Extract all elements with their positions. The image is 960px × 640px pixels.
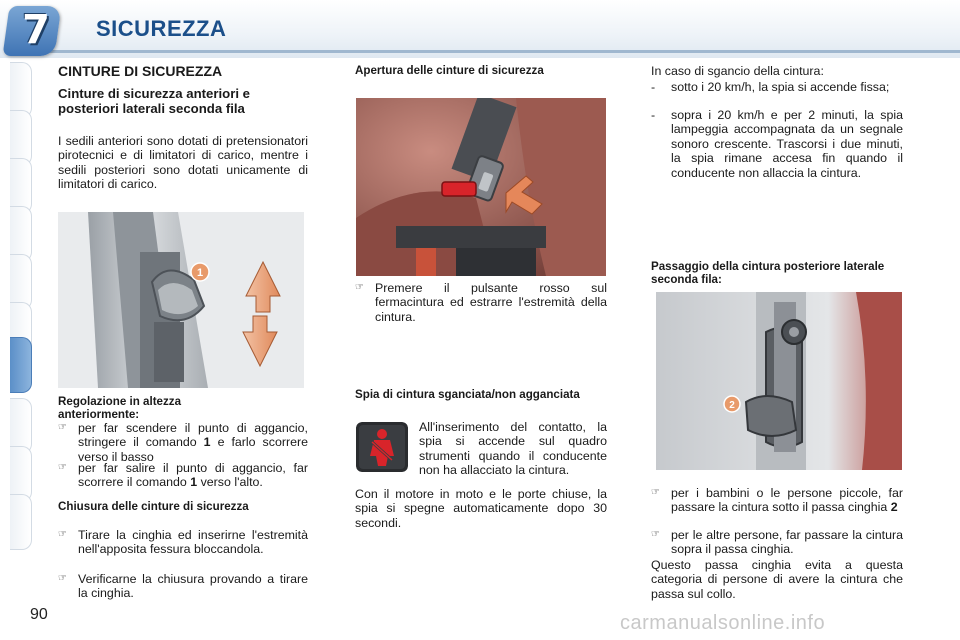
photo-callout-1: 1 <box>196 267 204 279</box>
side-tab-10[interactable] <box>10 494 32 550</box>
pointing-hand-icon: ☞ <box>355 282 364 293</box>
header-rule <box>46 50 960 53</box>
chapter-side-tabs <box>0 62 34 572</box>
list-item: ☞ per far scendere il punto di aggancio, stringere il comando 1 e farlo scorrere verso il basso <box>58 421 308 464</box>
list-item: - sotto i 20 km/h, la spia si accende fissa; <box>651 80 890 94</box>
pointing-hand-icon: ☞ <box>58 462 67 473</box>
page-title: SICUREZZA <box>96 16 227 41</box>
pointing-hand-icon: ☞ <box>58 422 67 433</box>
list-item: ☞ Tirare la cinghia ed inserirne l'estremità nell'apposita fessura bloccandola. <box>58 528 308 557</box>
pointing-hand-icon: ☞ <box>651 487 660 498</box>
side-tab-7-active[interactable] <box>10 337 32 393</box>
warning-text-2: Con il motore in moto e le porte chiuse, la spia si spegne automaticamente dopo 30 secondi. <box>355 487 607 530</box>
list-item: ☞ per i bambini o le persone piccole, far passare la cintura sotto il passa cinghia 2 <box>651 486 903 515</box>
list-item: ☞ Premere il pulsante rosso sul fermacintura ed estrarre l'estremità della cintura. <box>355 281 607 324</box>
height-adjust-photo <box>58 212 304 388</box>
belt-guide-photo <box>656 292 902 470</box>
height-adjust-heading: Regolazione in altezza anteriormente: <box>58 395 182 422</box>
list-item: - sopra i 20 km/h e per 2 minuti, la spia lampeggia accompagnata da un segnale sonoro crescente. Trascorsi i due minuti, la spia rimane accesa fin quando il conducente non allaccia la cintura. <box>651 108 903 180</box>
photo-callout-2: 2 <box>729 400 735 411</box>
seatbelt-warning-icon <box>356 422 408 472</box>
chapter-number: 7 <box>22 7 50 53</box>
page-number: 90 <box>30 606 48 623</box>
rear-guide-heading: Passaggio della cintura posteriore laterale seconda fila: <box>651 260 885 287</box>
warning-heading: Spia di cintura sganciata/non agganciata <box>355 388 580 401</box>
closing-paragraph: Questo passa cinghia evita a questa categoria di persone di avere la cintura che passa sul collo. <box>651 558 903 601</box>
pointing-hand-icon: ☞ <box>58 529 67 540</box>
list-item: ☞ per far salire il punto di aggancio, far scorrere il comando 1 verso l'alto. <box>58 461 308 490</box>
intro-paragraph: I sedili anteriori sono dotati di pretensionatori pirotecnici e di limitatori di carico, mentre i sedili posteriori sono dotati unicamente di limitatori di carico. <box>58 134 308 192</box>
section-heading: CINTURE DI SICUREZZA <box>58 63 223 79</box>
warning-text: All'inserimento del contatto, la spia si accende sul quadro strumenti quando il conducente non ha allacciato la cintura. <box>419 420 607 478</box>
release-heading: Apertura delle cinture di sicurezza <box>355 64 544 77</box>
pointing-hand-icon: ☞ <box>651 529 660 540</box>
pointing-hand-icon: ☞ <box>58 573 67 584</box>
subsection-heading: Cinture di sicurezza anteriori e posteriori laterali seconda fila <box>58 86 251 116</box>
list-item: ☞ per le altre persone, far passare la cintura sopra il passa cinghia. <box>651 528 903 557</box>
list-item: ☞ Verificarne la chiusura provando a tirare la cinghia. <box>58 572 308 601</box>
buckle-heading: Chiusura delle cinture di sicurezza <box>58 500 249 513</box>
unbuckle-intro: In caso di sgancio della cintura: <box>651 64 824 78</box>
buckle-release-photo <box>356 98 606 276</box>
watermark: carmanualsonline.info <box>620 612 826 634</box>
